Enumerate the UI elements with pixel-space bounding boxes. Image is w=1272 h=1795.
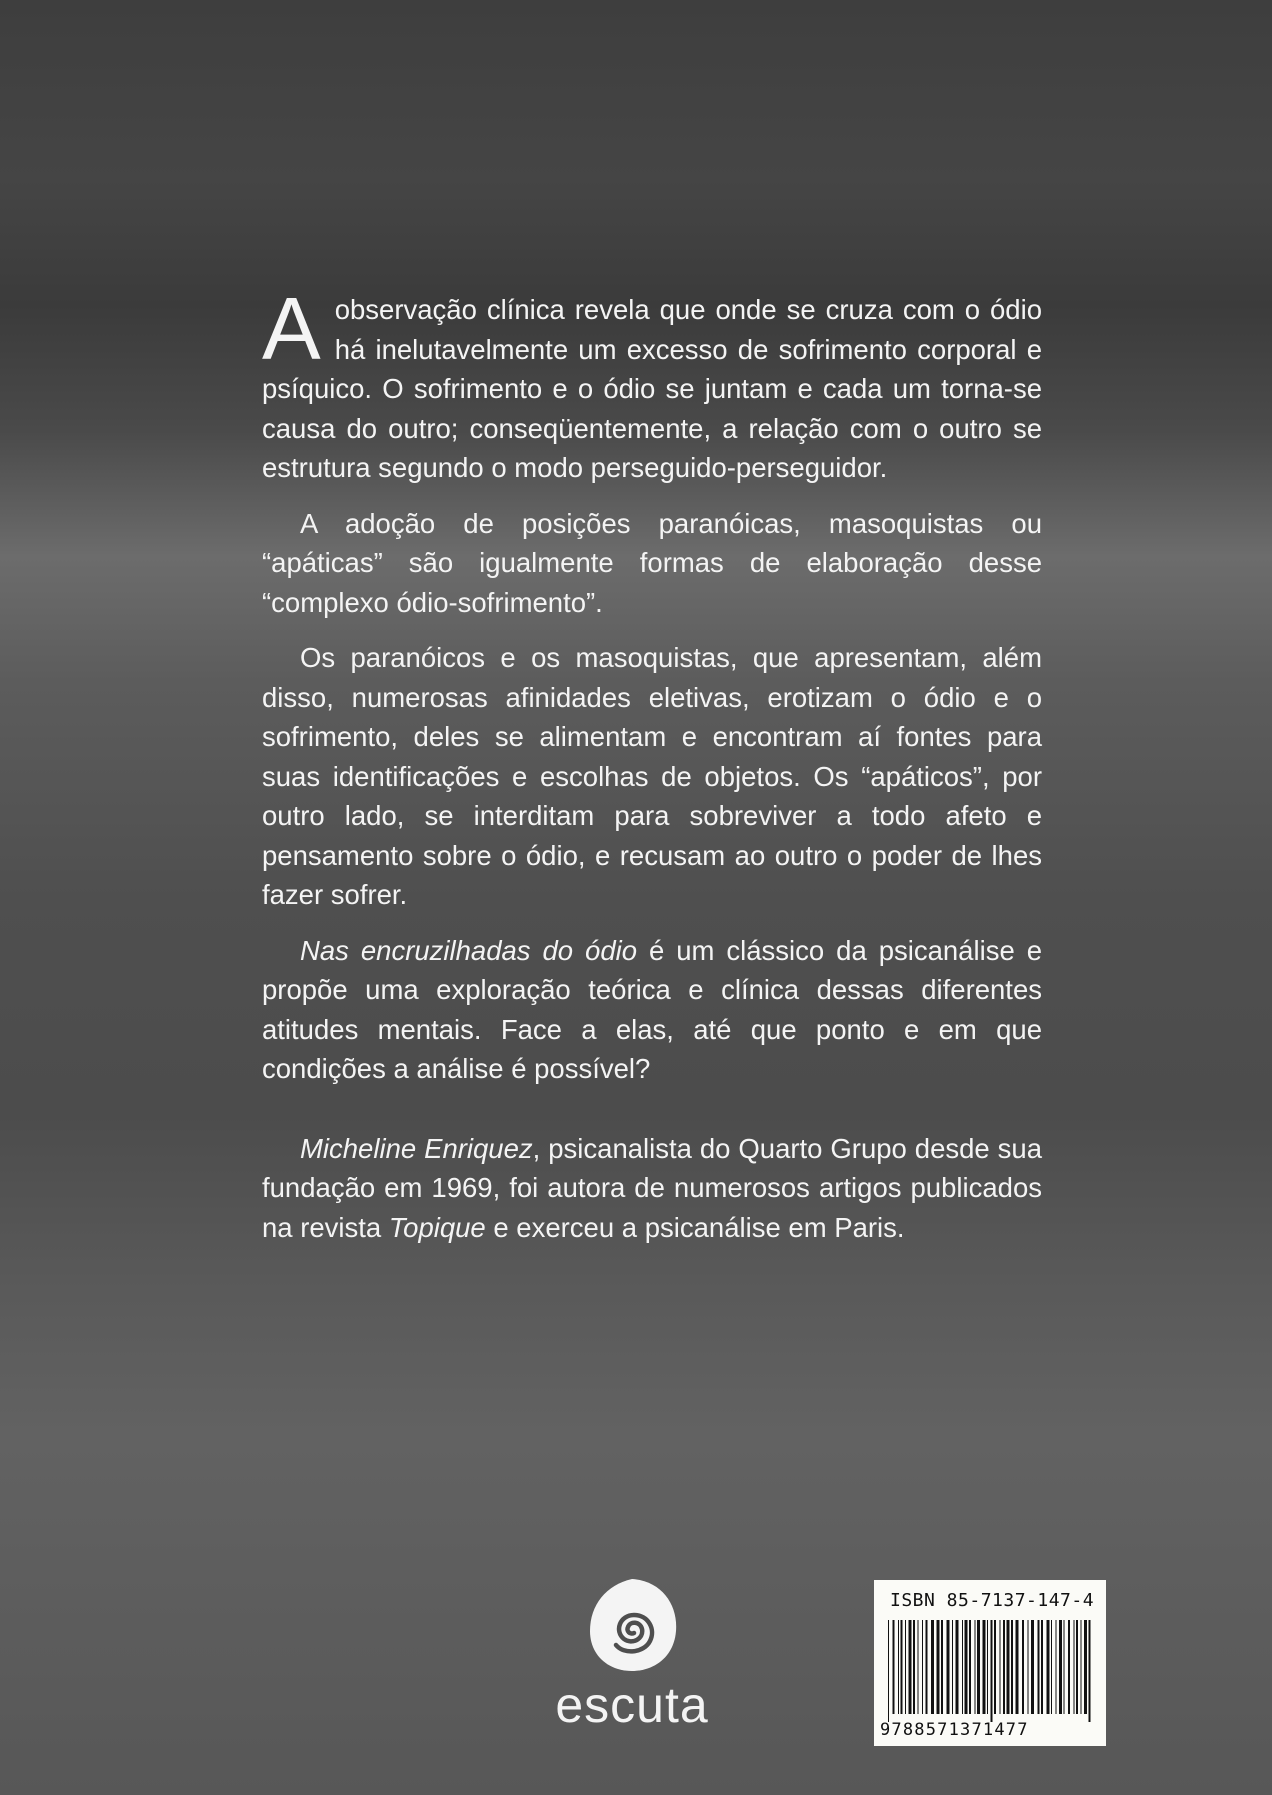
ean-digits: 9788571371477: [880, 1720, 1029, 1740]
barcode-bar: [1051, 1620, 1052, 1714]
drop-cap: A: [262, 279, 321, 378]
isbn-label: ISBN 85-7137-147-4: [890, 1590, 1095, 1611]
barcode-bar: [1000, 1620, 1001, 1714]
book-title: Nas encruzilhadas do ódio: [300, 934, 638, 966]
barcode-bar: [994, 1620, 996, 1714]
author-bio: [262, 1129, 1042, 1248]
barcode-bar: [969, 1620, 971, 1714]
barcode-bar: [1003, 1620, 1005, 1714]
barcode-bar: [1068, 1620, 1070, 1714]
barcode-bar: [1022, 1620, 1024, 1714]
barcode-bars: [888, 1620, 1094, 1722]
barcode-bar: [922, 1620, 923, 1714]
barcode-bar: [931, 1620, 934, 1714]
isbn-barcode: [874, 1580, 1106, 1746]
barcode-bar: [941, 1620, 943, 1714]
barcode-bar: [1007, 1620, 1010, 1714]
barcode-bar: [965, 1620, 968, 1714]
author-bio-text-end: e exerceu a psicanálise em Paris.: [485, 1211, 905, 1243]
spiral-shell-icon: [582, 1575, 682, 1675]
barcode-bar: [975, 1620, 976, 1714]
barcode-bar: [1047, 1620, 1050, 1714]
barcode-bar: [898, 1620, 899, 1714]
publisher-logo-text: escuta: [555, 1677, 709, 1733]
barcode-bar: [991, 1620, 993, 1722]
barcode-bar: [1089, 1620, 1091, 1722]
barcode-bar: [983, 1620, 986, 1714]
paragraph-1: [262, 279, 1042, 488]
barcode-bar: [1084, 1620, 1087, 1714]
barcode-bar: [1064, 1620, 1065, 1714]
barcode-bar: [1056, 1620, 1057, 1714]
barcode-bar: [1016, 1620, 1019, 1714]
barcode-bar: [956, 1620, 959, 1714]
barcode-bar: [893, 1620, 895, 1714]
barcode-bar: [1041, 1620, 1043, 1714]
barcode-bar: [952, 1620, 953, 1714]
author-bio-text: , psicanalista do Quarto Grupo desde sua fundação em 1969, foi autora de numerosos artigos publicados na revista: [262, 1132, 1043, 1243]
barcode-bar: [918, 1620, 919, 1714]
barcode-bar: [987, 1620, 988, 1714]
paragraph-1-text: observação clínica revela que onde se cruza com o ódio há inelutavelmente um excesso de sofrimento corporal e psíquico. O sofrimento e o ódio se juntam e cada um torna-se causa do outro; conseqüentemente, a relação com o outro se estrutura segundo o modo perseguido-perseguidor.: [262, 294, 1042, 483]
paragraph-2: A adoção de posições paranóicas, masoquistas ou “apáticas” são igualmente formas de elaboração desse “complexo ódio-sofrimento”.: [262, 507, 1042, 618]
barcode-bar: [1038, 1620, 1040, 1714]
barcode-bar: [1011, 1620, 1013, 1714]
barcode-bar: [947, 1620, 950, 1714]
barcode-bar: [905, 1620, 906, 1714]
barcode-bar: [913, 1620, 915, 1714]
barcode-bar: [909, 1620, 912, 1714]
barcode-bar: [1059, 1620, 1062, 1714]
paragraph-4-text: é um clássico da psicanálise e propõe uma exploração teórica e clínica dessas diferentes atitudes mentais. Face a elas, até que ponto e em que condições a análise é possível?: [262, 934, 1042, 1084]
barcode-bar: [937, 1620, 940, 1714]
barcode-bar: [1031, 1620, 1034, 1714]
barcode-bar: [926, 1620, 928, 1714]
barcode-bar: [1076, 1620, 1078, 1714]
back-cover-blurb: [262, 279, 1043, 1263]
barcode-bar: [1028, 1620, 1029, 1714]
barcode-bar: [977, 1620, 980, 1714]
barcode-bar: [1074, 1620, 1075, 1714]
author-name: Micheline Enriquez: [300, 1132, 533, 1164]
barcode-bar: [962, 1620, 963, 1714]
barcode-bar: [888, 1620, 889, 1722]
barcode-bar: [1081, 1620, 1082, 1714]
barcode-bar: [901, 1620, 903, 1714]
paragraph-3: Os paranóicos e os masoquistas, que apresentam, além disso, numerosas afinidades eletivas, erotizam o ódio e o sofrimento, deles se alimentam e encontram aí fontes para suas identificações e escolhas de objetos. Os “apáticos”, por outro lado, se interditam para sobreviver a todo afeto e pensamento sobre o ódio, e recusam ao outro o poder de lhes fazer sofrer.: [262, 642, 1042, 910]
journal-name: Topique: [388, 1211, 486, 1243]
paragraph-4: [262, 931, 1042, 1089]
